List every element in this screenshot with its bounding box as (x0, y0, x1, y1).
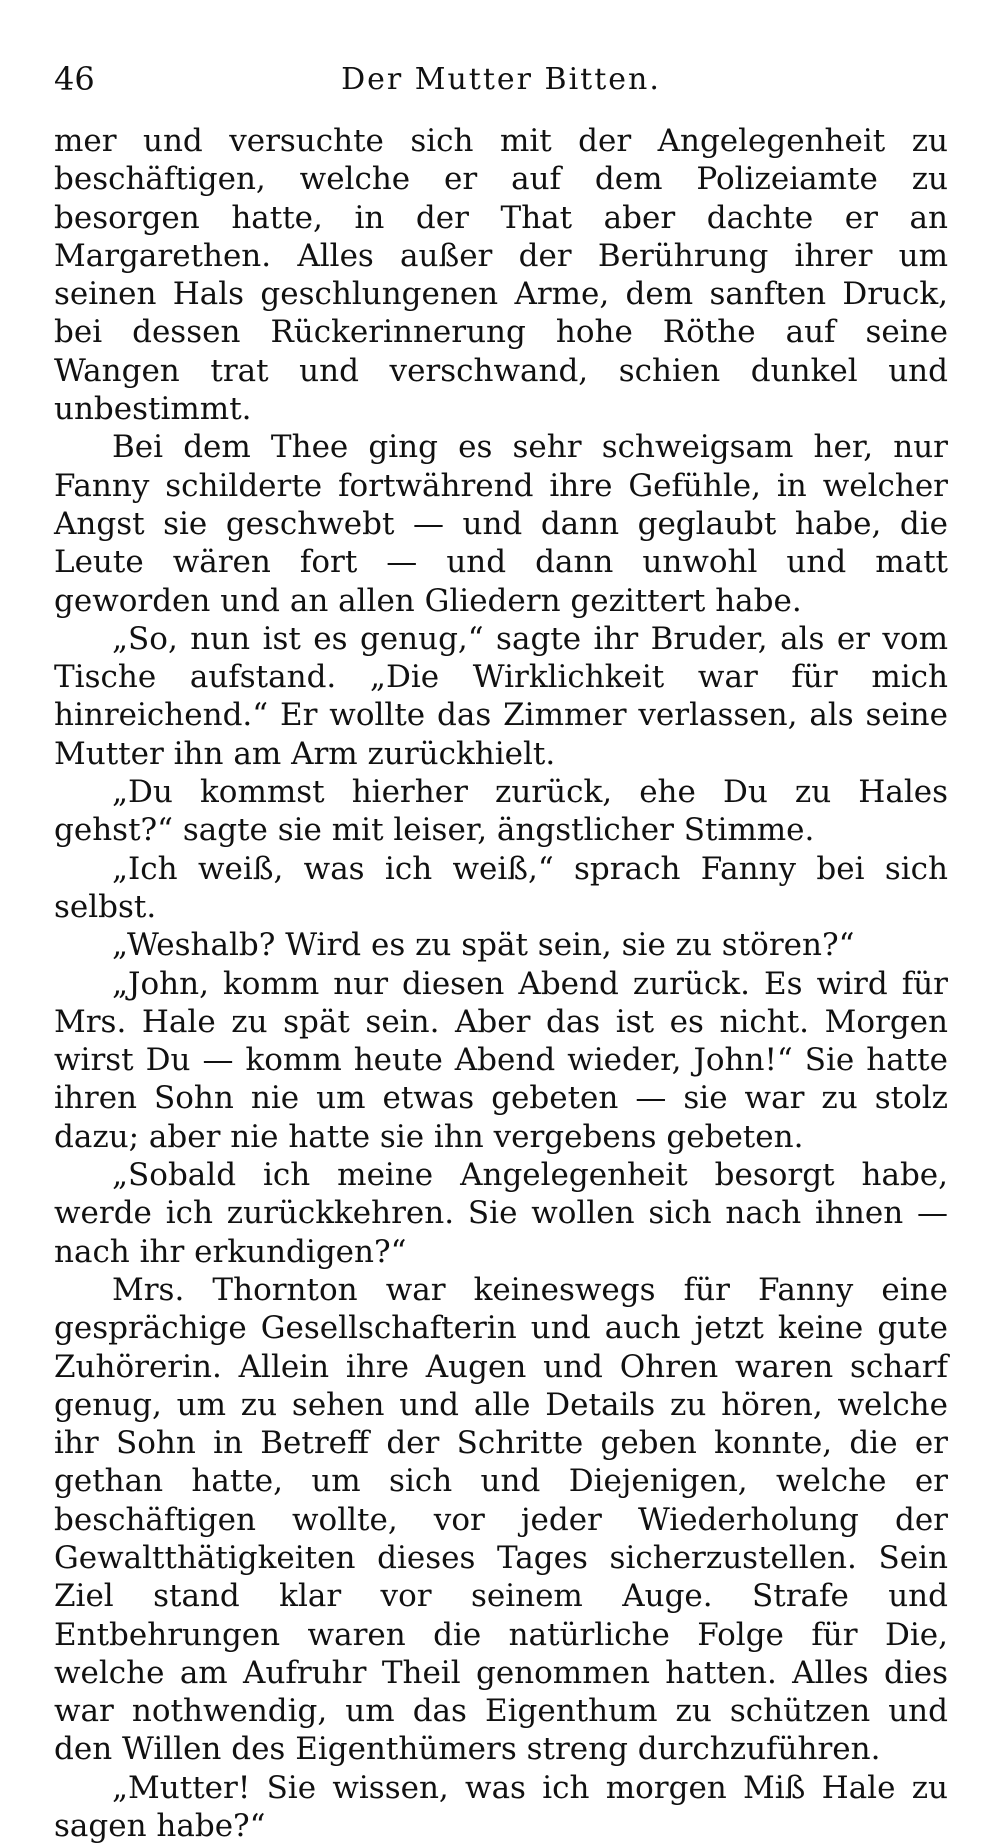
page-header (54, 60, 948, 104)
paragraph: „Ich weiß, was ich weiß,“ sprach Fanny bei sich selbst. (54, 850, 948, 925)
body-text (54, 122, 948, 1845)
paragraph: „Du kommst hierher zurück, ehe Du zu Hales gehst?“ sagte sie mit leiser, ängstlicher Stimme. (54, 774, 948, 849)
paragraph: mer und versuchte sich mit der Angelegenheit zu beschäftigen, welche er auf dem Polizeiamte zu besorgen hatte, in der That aber dachte er an Margarethen. Alles außer der Berührung ihrer um seinen Hals geschlungenen Arme, dem sanften Druck, bei dessen Rückerinnerung hohe Röthe auf seine Wangen trat und verschwand, schien dunkel und unbestimmt. (54, 123, 948, 428)
paragraph: Mrs. Thornton war keineswegs für Fanny eine gesprächige Gesellschafterin und auch jetzt keine gute Zuhörerin. Allein ihre Augen und Ohren waren scharf genug, um zu sehen und alle Details zu hören, welche ihr Sohn in Betreff der Schritte geben konnte, die er gethan hatte, um sich und Diejenigen, welche er beschäftigen wollte, vor jeder Wiederholung der Gewaltthätigkeiten dieses Tages sicherzustellen. Sein Ziel stand klar vor seinem Auge. Strafe und Entbehrungen waren die natürliche Folge für Die, welche am Aufruhr Theil genommen hatten. Alles dies war nothwendig, um das Eigenthum zu schützen und den Willen des Eigenthümers streng durchzuführen. (54, 1271, 948, 1768)
paragraph: „Mutter! Sie wissen, was ich morgen Miß Hale zu sagen habe?“ (54, 1769, 948, 1845)
paragraph: Bei dem Thee ging es sehr schweigsam her, nur Fanny schilderte fortwährend ihre Gefühle, in welcher Angst sie geschwebt — und dann geglaubt habe, die Leute wären fort — und dann unwohl und matt geworden und an allen Gliedern gezittert habe. (54, 429, 948, 619)
paragraph: „So, nun ist es genug,“ sagte ihr Bruder, als er vom Tische aufstand. „Die Wirklichkeit war für mich hinreichend.“ Er wollte das Zimmer verlassen, als seine Mutter ihn am Arm zurückhielt. (54, 620, 948, 772)
page-number: 46 (54, 60, 95, 98)
paragraph: „John, komm nur diesen Abend zurück. Es wird für Mrs. Hale zu spät sein. Aber das ist es nicht. Morgen wirst Du — komm heute Abend wieder, John!“ Sie hatte ihren Sohn nie um etwas gebeten — sie war zu stolz dazu; aber nie hatte sie ihn vergebens gebeten. (54, 965, 948, 1155)
paragraph: „Sobald ich meine Angelegenheit besorgt habe, werde ich zurückkehren. Sie wollen sich nach ihnen — nach ihr erkundigen?“ (54, 1157, 948, 1270)
running-title: Der Mutter Bitten. (341, 62, 661, 97)
paragraph: „Weshalb? Wird es zu spät sein, sie zu stören?“ (112, 927, 855, 964)
